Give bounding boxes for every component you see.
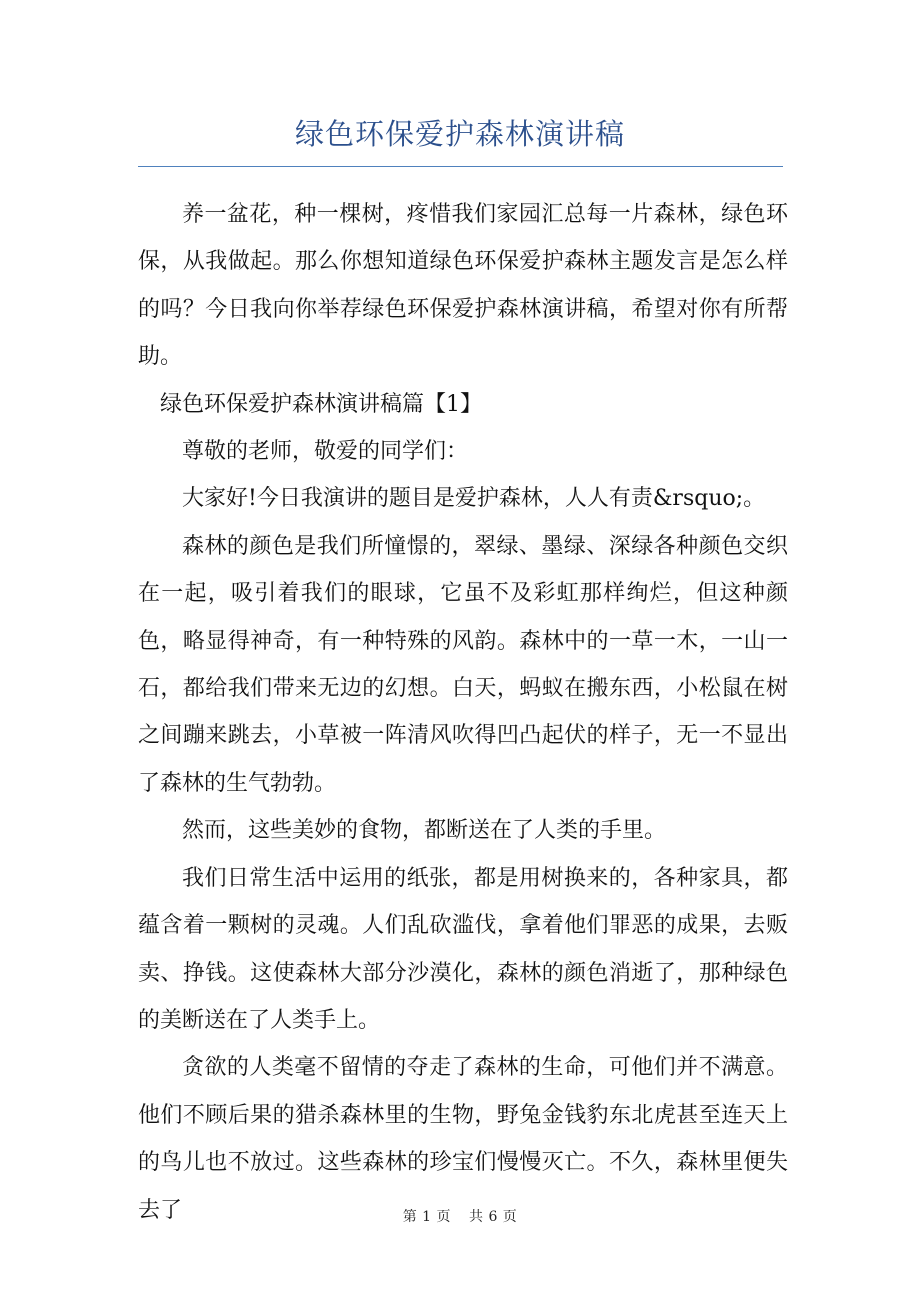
title-underline <box>138 166 783 167</box>
paragraph-however: 然而，这些美妙的食物，都断送在了人类的手里。 <box>182 818 667 844</box>
section-heading: 绿色环保爱护森林演讲稿篇【1】 <box>160 391 482 417</box>
page-total: 共 6 页 <box>469 1209 518 1225</box>
document-body <box>138 191 788 1234</box>
page-number: 第 1 页 <box>402 1209 451 1225</box>
paragraph-forest-color: 森林的颜色是我们所憧憬的，翠绿、墨绿、深绿各种颜色交织在一起，吸引着我们的眼球，它虽不及彩虹那样绚烂，但这种颜色，略显得神奇，有一种特殊的风韵。森林中的一草一木，一山一石，都给我们带来无边的幻想。白天，蚂蚁在搬东西，小松鼠在树之间蹦来跳去，小草被一阵清风吹得凹凸起伏的样子，无一不显出了森林的生气勃勃。 <box>138 533 788 796</box>
paragraph-salutation: 尊敬的老师，敬爱的同学们： <box>182 439 469 465</box>
paragraph-greeting: 大家好!今日我演讲的题目是爱护森林，人人有责&rsquo;。 <box>182 486 766 512</box>
paragraph-paper: 我们日常生活中运用的纸张，都是用树换来的，各种家具，都蕴含着一颗树的灵魂。人们乱砍滥伐，拿着他们罪恶的成果，去贩卖、挣钱。这使森林大部分沙漠化，森林的颜色消逝了，那种绿色的美断送在了人类手上。 <box>138 865 788 1033</box>
page-footer <box>0 1206 920 1226</box>
paragraph-greed: 贪欲的人类毫不留情的夺走了森林的生命，可他们并不满意。他们不顾后果的猎杀森林里的生物，野兔金钱豹东北虎甚至连天上的鸟儿也不放过。这些森林的珍宝们慢慢灭亡。不久，森林里便失去了 <box>138 1055 788 1223</box>
paragraph-intro: 养一盆花，种一棵树，疼惜我们家园汇总每一片森林，绿色环保，从我做起。那么你想知道绿色环保爱护森林主题发言是怎么样的吗？今日我向你举荐绿色环保爱护森林演讲稿，希望对你有所帮助。 <box>138 202 788 370</box>
page-title: 绿色环保爱护森林演讲稿 <box>294 117 625 151</box>
